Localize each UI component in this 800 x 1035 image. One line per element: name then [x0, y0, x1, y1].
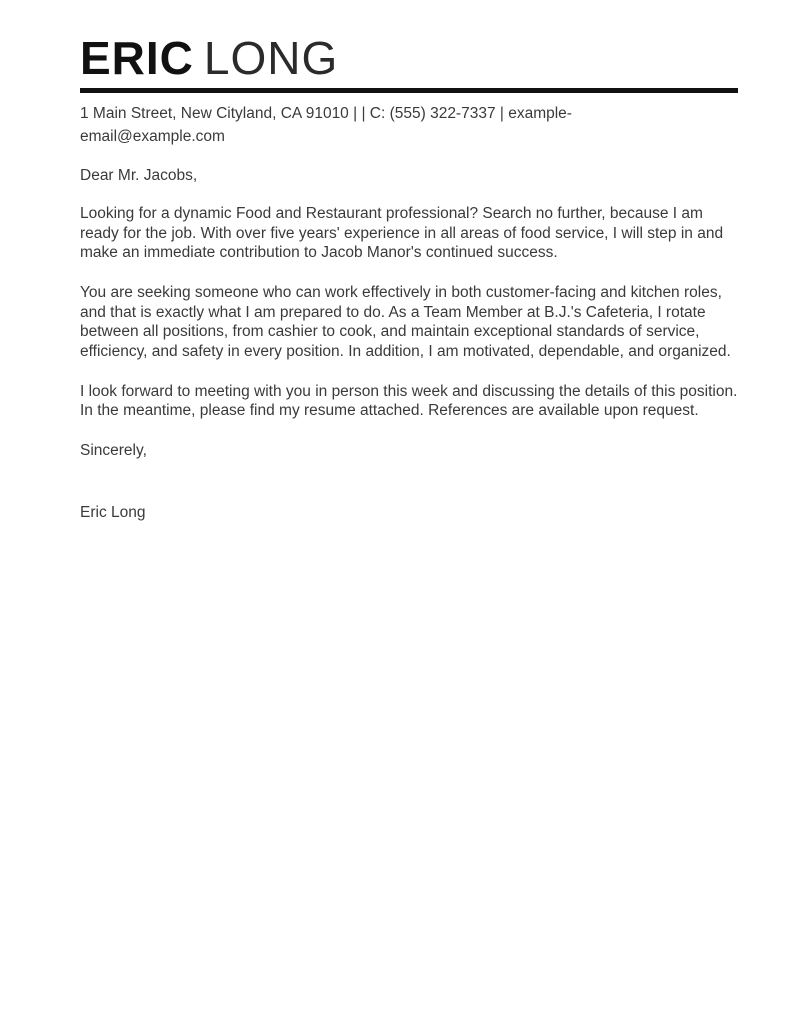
name-first: ERIC — [80, 32, 194, 84]
letter-body — [80, 166, 738, 522]
letter-header — [80, 34, 738, 148]
contact-info: 1 Main Street, New Cityland, CA 91010 | | C: (555) 322-7337 | example-email@example.com — [80, 105, 572, 145]
signature: Eric Long — [80, 503, 146, 521]
salutation: Dear Mr. Jacobs, — [80, 167, 198, 185]
paragraph-2: You are seeking someone who can work effectively in both customer-facing and kitchen roles, and that is exactly what I am prepared to do. As a Team Member at B.J.'s Cafeteria, I rotate between all positions, from cashier to cook, and maintain exceptional standards of service, efficiency, and safety in every position. In addition, I am motivated, dependable, and organized. — [80, 283, 731, 360]
paragraph-3: I look forward to meeting with you in person this week and discussing the details of this position. In the meantime, please find my resume attached. References are available upon request. — [80, 382, 738, 420]
closing: Sincerely, — [80, 441, 147, 459]
header-divider — [80, 88, 738, 93]
paragraph-1: Looking for a dynamic Food and Restaurant professional? Search no further, because I am ready for the job. With over five years' experience in all areas of food service, I will step in and make an immediate contribution to Jacob Manor's continued success. — [80, 204, 724, 262]
name-last: LONG — [203, 32, 339, 84]
page-title — [80, 34, 738, 82]
